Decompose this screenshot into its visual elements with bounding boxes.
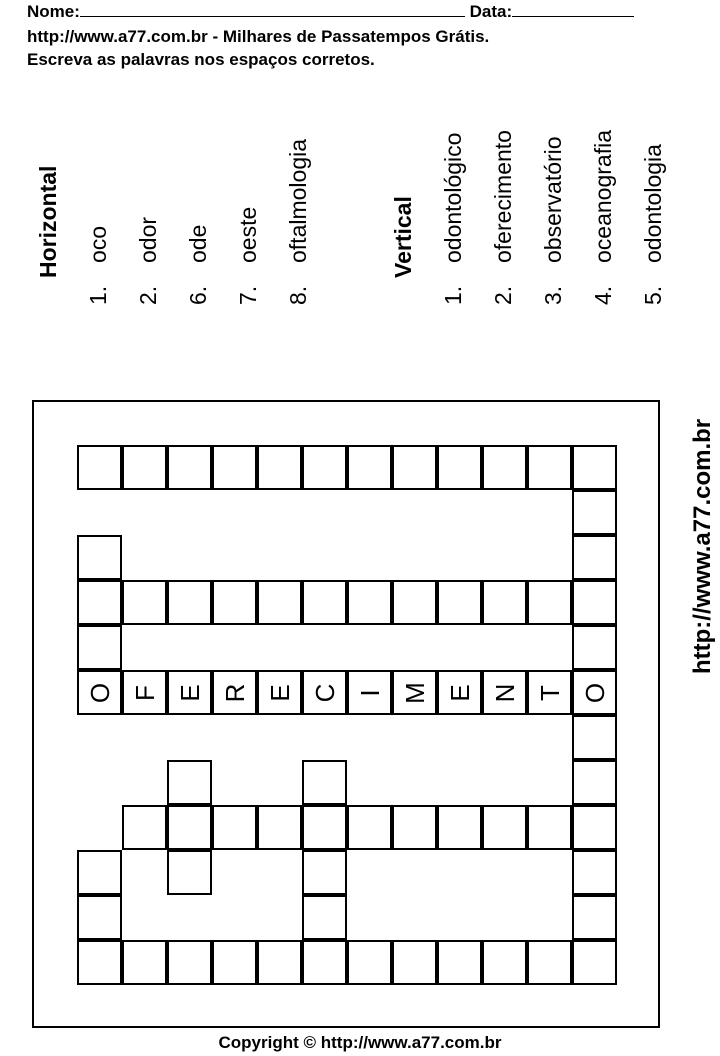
grid-letter: E xyxy=(264,683,295,702)
grid-cell[interactable] xyxy=(257,445,302,490)
grid-cell[interactable] xyxy=(527,805,572,850)
grid-cell[interactable] xyxy=(527,445,572,490)
grid-cell[interactable] xyxy=(77,445,122,490)
grid-letter: R xyxy=(219,683,250,702)
grid-cell[interactable] xyxy=(77,580,122,625)
vertical-clue: 2.oferecimento xyxy=(490,130,516,305)
grid-letter: N xyxy=(489,683,520,702)
grid-cell[interactable] xyxy=(302,760,347,805)
grid-cell[interactable] xyxy=(437,940,482,985)
grid-cell[interactable] xyxy=(347,580,392,625)
vertical-clue: 3.observatório xyxy=(540,136,566,305)
site-line: http://www.a77.com.br - Milhares de Passatempos Grátis. xyxy=(27,27,490,46)
grid-cell[interactable] xyxy=(482,670,527,715)
grid-cell[interactable] xyxy=(257,670,302,715)
grid-cell[interactable] xyxy=(572,580,617,625)
copyright-footer: Copyright © http://www.a77.com.br xyxy=(218,1033,502,1052)
grid-cell[interactable] xyxy=(122,805,167,850)
grid-cell[interactable] xyxy=(482,580,527,625)
grid-letter: I xyxy=(354,688,385,697)
grid-cell[interactable] xyxy=(572,805,617,850)
horizontal-clue: 6.ode xyxy=(185,224,211,305)
grid-cell[interactable] xyxy=(392,445,437,490)
grid-cell[interactable] xyxy=(122,670,167,715)
grid-cell[interactable] xyxy=(437,805,482,850)
grid-cell[interactable] xyxy=(347,445,392,490)
grid-cell[interactable] xyxy=(437,580,482,625)
grid-cell[interactable] xyxy=(257,580,302,625)
vertical-heading: Vertical xyxy=(390,196,416,278)
grid-cell[interactable] xyxy=(527,580,572,625)
name-field[interactable] xyxy=(80,2,465,17)
grid-cell[interactable] xyxy=(527,670,572,715)
grid-cell[interactable] xyxy=(77,670,122,715)
grid-letter: O xyxy=(579,682,610,703)
grid-cell[interactable] xyxy=(212,445,257,490)
grid-cell[interactable] xyxy=(572,895,617,940)
grid-cell[interactable] xyxy=(347,805,392,850)
grid-cell[interactable] xyxy=(302,940,347,985)
grid-letter: F xyxy=(129,684,160,701)
grid-cell[interactable] xyxy=(392,670,437,715)
grid-cell[interactable] xyxy=(77,535,122,580)
grid-cell[interactable] xyxy=(572,760,617,805)
grid-cell[interactable] xyxy=(77,625,122,670)
grid-cell[interactable] xyxy=(392,580,437,625)
grid-cell[interactable] xyxy=(347,670,392,715)
grid-cell[interactable] xyxy=(302,805,347,850)
grid-cell[interactable] xyxy=(572,445,617,490)
grid-cell[interactable] xyxy=(527,940,572,985)
grid-cell[interactable] xyxy=(302,850,347,895)
grid-cell[interactable] xyxy=(572,940,617,985)
grid-cell[interactable] xyxy=(302,445,347,490)
grid-cell[interactable] xyxy=(167,940,212,985)
grid-cell[interactable] xyxy=(482,805,527,850)
vertical-clue: 4.oceanografia xyxy=(590,130,616,305)
grid-cell[interactable] xyxy=(257,805,302,850)
name-date-line xyxy=(27,2,634,22)
grid-letter: M xyxy=(399,681,430,704)
grid-cell[interactable] xyxy=(572,625,617,670)
horizontal-clue: 1.oco xyxy=(85,225,111,305)
grid-cell[interactable] xyxy=(167,670,212,715)
horizontal-clue: 7.oeste xyxy=(235,206,261,305)
grid-letter: T xyxy=(534,684,565,701)
grid-cell[interactable] xyxy=(212,580,257,625)
grid-cell[interactable] xyxy=(77,940,122,985)
grid-cell[interactable] xyxy=(167,760,212,805)
grid-cell[interactable] xyxy=(572,850,617,895)
grid-cell[interactable] xyxy=(437,670,482,715)
horizontal-heading: Horizontal xyxy=(35,165,61,278)
instructions: Escreva as palavras nos espaços corretos. xyxy=(27,50,375,69)
grid-cell[interactable] xyxy=(482,940,527,985)
grid-cell[interactable] xyxy=(167,850,212,895)
grid-cell[interactable] xyxy=(122,580,167,625)
grid-cell[interactable] xyxy=(572,670,617,715)
grid-letter: E xyxy=(174,683,205,702)
grid-cell[interactable] xyxy=(302,580,347,625)
date-field[interactable] xyxy=(512,2,634,17)
grid-cell[interactable] xyxy=(437,445,482,490)
grid-cell[interactable] xyxy=(212,670,257,715)
grid-cell[interactable] xyxy=(572,490,617,535)
grid-cell[interactable] xyxy=(302,670,347,715)
horizontal-clue: 2.odor xyxy=(135,216,161,305)
vertical-clue: 5.odontologia xyxy=(640,144,666,305)
grid-cell[interactable] xyxy=(167,445,212,490)
vertical-clue: 1.odontológico xyxy=(440,132,466,305)
grid-letter: E xyxy=(444,683,475,702)
date-label: Data: xyxy=(469,2,513,21)
grid-cell[interactable] xyxy=(392,805,437,850)
grid-cell[interactable] xyxy=(392,940,437,985)
horizontal-clue: 8.oftalmologia xyxy=(285,138,311,305)
grid-cell[interactable] xyxy=(257,940,302,985)
grid-cell[interactable] xyxy=(302,895,347,940)
grid-cell[interactable] xyxy=(572,715,617,760)
name-label: Nome: xyxy=(27,2,80,21)
grid-cell[interactable] xyxy=(212,805,257,850)
grid-cell[interactable] xyxy=(167,580,212,625)
grid-cell[interactable] xyxy=(212,940,257,985)
side-url: http://www.a77.com.br xyxy=(689,418,716,674)
grid-cell[interactable] xyxy=(572,535,617,580)
grid-cell[interactable] xyxy=(122,445,167,490)
grid-letter: O xyxy=(84,682,115,703)
grid-cell[interactable] xyxy=(77,850,122,895)
grid-cell[interactable] xyxy=(347,940,392,985)
grid-cell[interactable] xyxy=(77,895,122,940)
grid-letter: C xyxy=(309,683,340,702)
grid-cell[interactable] xyxy=(482,445,527,490)
grid-cell[interactable] xyxy=(167,805,212,850)
grid-cell[interactable] xyxy=(122,940,167,985)
